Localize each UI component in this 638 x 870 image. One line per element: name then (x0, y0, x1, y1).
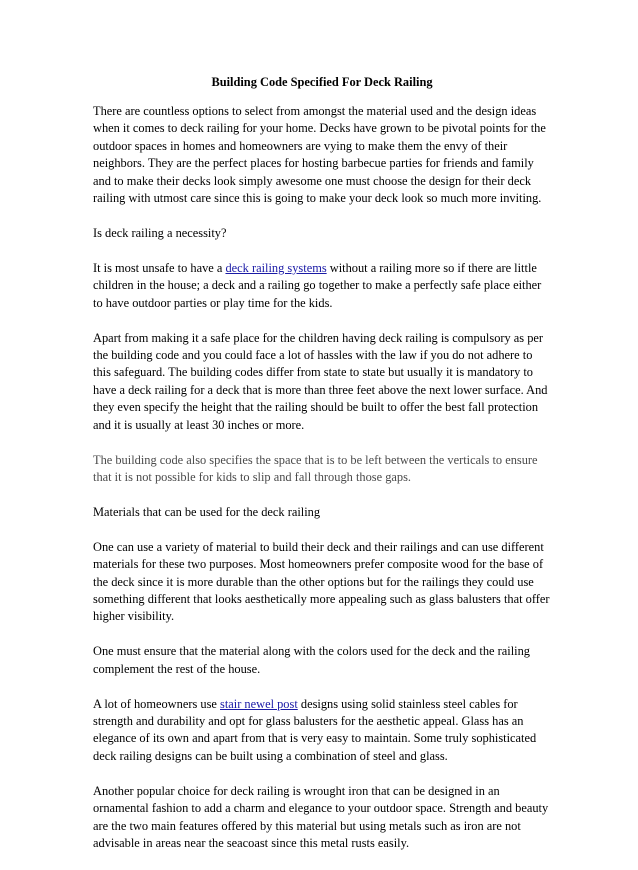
paragraph-unsafe (93, 260, 551, 312)
paragraph-intro: There are countless options to select from amongst the material used and the design ideas when it comes to deck railing for your home. Decks have grown to be pivotal points for the outdoor spaces in homes and homeowners are vying to make them the envy of their neighbors. They are the perfect places for hosting barbecue parties for friends and family and to make their decks look simply awesome one must choose the design for their deck railing with utmost care since this is going to make your deck look so much more inviting. (93, 104, 546, 206)
paragraph-text: A lot of homeowners use (93, 696, 220, 711)
heading-materials: Materials that can be used for the deck railing (93, 504, 321, 519)
paragraph-complement: One must ensure that the material along with the colors used for the deck and the railing complement the rest of the house. (93, 644, 530, 676)
heading-necessity: Is deck railing a necessity? (93, 225, 227, 240)
document-page (93, 74, 551, 870)
paragraph-vertical-spacing: The building code also specifies the space that is to be left between the verticals to ensure that it is not possible for kids to slip and fall through those gaps. (93, 452, 538, 484)
paragraph-steel-glass (93, 696, 551, 766)
paragraph-text: without a railing more so if there are little children in the house; a deck and a railing go together to make a perfectly safe place either to have outdoor parties or play time for the kids. (93, 260, 542, 310)
document-title: Building Code Specified For Deck Railing (211, 75, 433, 89)
paragraph-text: designs using solid stainless steel cables for strength and durability and opt for glass balusters for the aesthetic appeal. Glass has an elegance of its own and apart from that is very easy to maintain. Some truly sophisticated deck railing designs can be built using a combination of steel and glass. (93, 696, 537, 763)
paragraph-materials: One can use a variety of material to build their deck and their railings and can use different materials for these two purposes. Most homeowners prefer composite wood for the base of the deck since it is more durable than the other options but for the railings they could use something different that looks aesthetically more appealing such as glass balusters that offer higher visibility. (93, 539, 550, 624)
paragraph-wrought-iron: Another popular choice for deck railing is wrought iron that can be designed in an ornamental fashion to add a charm and elegance to your outdoor space. Strength and beauty are the two main features offered by this material but using metals such as iron are not advisable in areas near the seacoast since this metal rusts easily. (93, 783, 549, 850)
paragraph-text: It is most unsafe to have a (93, 260, 226, 275)
link-stair-newel-post[interactable]: stair newel post (220, 696, 298, 711)
link-deck-railing-systems[interactable]: deck railing systems (225, 260, 327, 275)
paragraph-building-code: Apart from making it a safe place for the children having deck railing is compulsory as per the building code and you could face a lot of hassles with the law if you do not adhere to this safeguard. The building codes differ from state to state but usually it is mandatory to have a deck railing for a deck that is more than three feet above the next lower surface. And they even specify the height that the railing should be built to offer the best fall protection and it is usually at least 30 inches or more. (93, 330, 548, 432)
